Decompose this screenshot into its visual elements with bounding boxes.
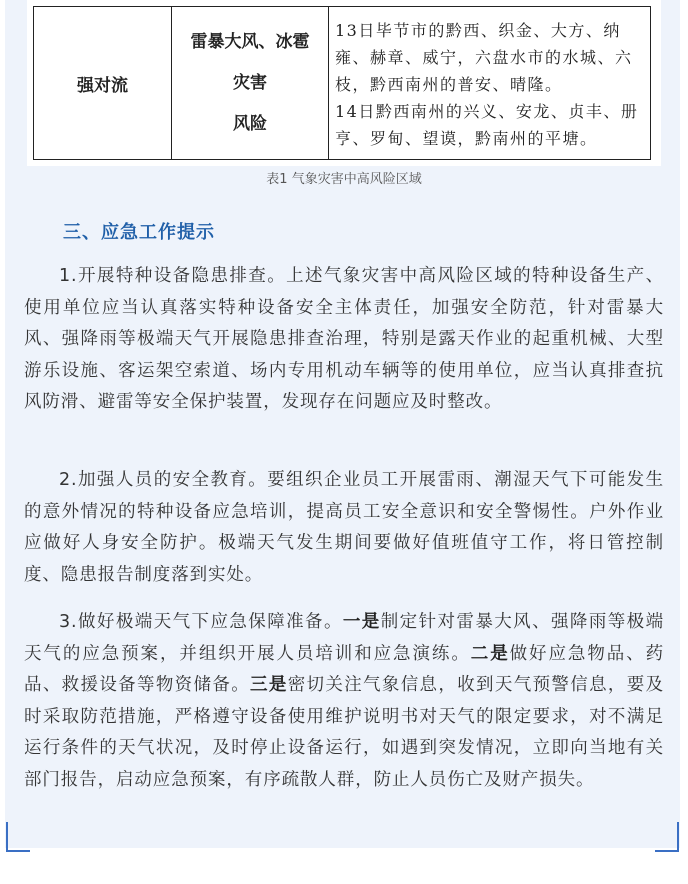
table-row	[34, 7, 651, 160]
paragraph-1: 1.开展特种设备隐患排查。上述气象灾害中高风险区域的特种设备生产、使用单位应当认真落实特种设备安全主体责任，加强安全防范，针对雷暴大风、强降雨等极端天气开展隐患排查治理，特别是露天作业的起重机械、大型游乐设施、客运架空索道、场内专用机动车辆等的使用单位，应当认真排查抗风防滑、避雷等安全保护装置，发现存在问题应及时整改。	[24, 266, 664, 412]
paragraph-2: 2.加强人员的安全教育。要组织企业员工开展雷雨、潮湿天气下可能发生的意外情况的特种设备应急培训，提高员工安全意识和安全警惕性。户外作业应做好人身安全防护。极端天气发生期间要做好值班值守工作，将日管控制度、隐患报告制度落到实处。	[24, 470, 664, 585]
p3-intro: 3.做好极端天气下应急保障准备。	[59, 612, 343, 632]
corner-bracket-right	[655, 822, 679, 852]
hazard-line: 灾害	[233, 72, 267, 93]
table-caption: 表1 气象灾害中高风险区域	[266, 172, 422, 187]
hazard-line: 雷暴大风、冰雹	[190, 31, 310, 52]
section-title: 三、应急工作提示	[63, 222, 215, 243]
area-day1: 13日毕节市的黔西、织金、大方、纳雍、赫章、威宁，六盘水市的水城、六枝，黔西南州的普安、晴隆。	[335, 20, 633, 94]
corner-bracket-left	[6, 822, 30, 852]
area-cell	[329, 7, 651, 160]
hazard-cell	[172, 7, 329, 160]
p3-text-1: 制定针对雷暴大风、强降雨等极端天气的应急预案，并组织开展人员培训和应急演练。	[24, 612, 664, 664]
risk-table-container	[27, 0, 661, 166]
p3-keyword-3: 三是	[250, 675, 288, 695]
p3-text-3: 密切关注气象信息，收到天气预警信息，要及时采取防范措施，严格遵守设备使用维护说明书对天气的限定要求，对不满足运行条件的天气状况，及时停止设备运行，如遇到突发情况，立即向当地有关部门报告，启动应急预案，有序疏散人群，防止人员伤亡及财产损失。	[24, 675, 664, 790]
category-cell: 强对流	[34, 7, 172, 160]
p3-keyword-1: 一是	[342, 612, 381, 632]
paragraph-3	[24, 607, 664, 796]
hazard-line: 风险	[233, 113, 267, 134]
area-day2: 14日黔西南州的兴义、安龙、贞丰、册亨、罗甸、望谟，黔南州的平塘。	[335, 101, 639, 148]
p3-keyword-2: 二是	[470, 643, 510, 664]
p3-text-2: 做好应急物品、药品、救援设备等物资储备。	[24, 643, 664, 695]
risk-area-table	[33, 6, 651, 160]
